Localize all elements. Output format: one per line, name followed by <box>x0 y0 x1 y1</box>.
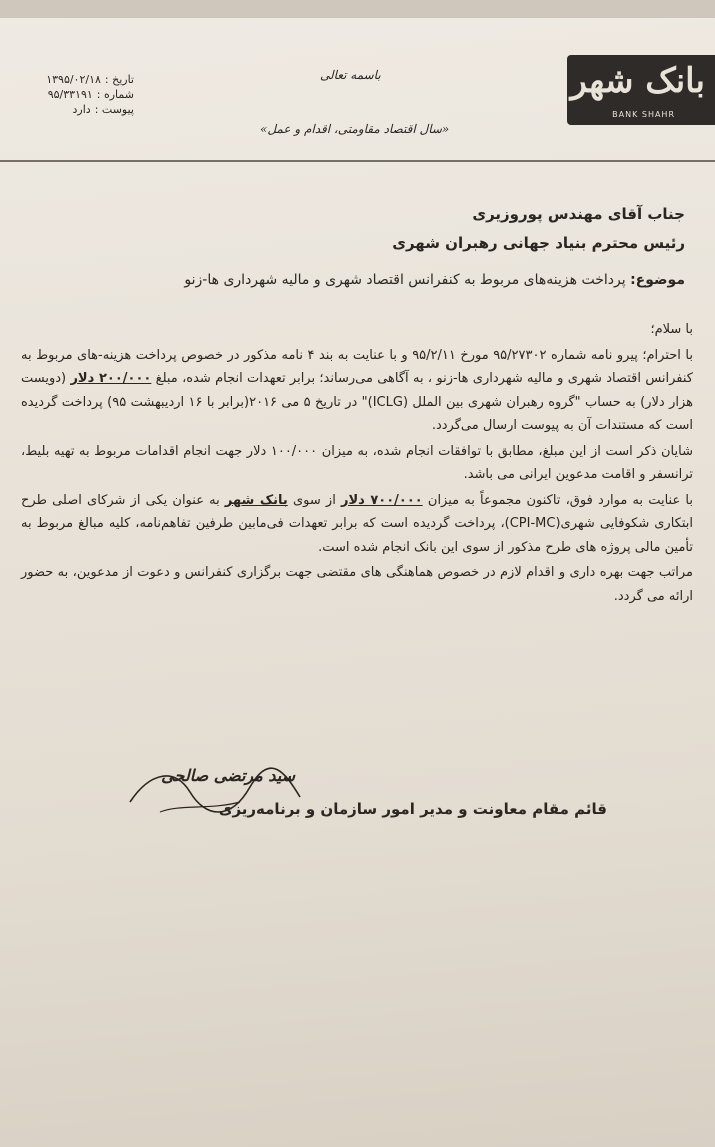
subject-label: موضوع: <box>630 272 685 288</box>
signatory-title: قائم مقام معاونت و مدیر امور سازمان و برنامه‌ریزی <box>218 800 607 818</box>
paragraph-3 <box>21 489 693 560</box>
bank-name: بانک شهر <box>224 492 288 508</box>
handwritten-signature <box>120 752 310 832</box>
attachment-label: پیوست : <box>94 103 134 116</box>
subject-line <box>45 272 685 288</box>
letter-body <box>21 318 693 610</box>
bismillah: باسمه تعالی <box>320 68 381 82</box>
attachment-row <box>14 102 134 117</box>
date-row <box>14 72 134 87</box>
recipient-title: رئیس محترم بنیاد جهانی رهبران شهری <box>392 234 685 252</box>
paragraph-3-part-c: به عنوان یکی از شرکای اصلی طرح ابتکاری شکوفایی شهری(CPI-MC)، پرداخت گردیده است که برابر تعهدات فی‌مابین طرفین تفاهم‌نامه، کلیه مبالغ مربوط به تأمین مالی پروژه های طرح مذکور از سوی این بانک انجام شده است. <box>21 492 694 555</box>
paragraph-1-part-a: با احترام؛ پیرو نامه شماره ۹۵/۲۷۳۰۲ مورخ ۹۵/۲/۱۱ و با عنایت به بند ۴ نامه مذکور در خصوص پرداخت هزینه-های مربوط به کنفرانس اقتصاد شهری و مالیه شهرداری ها-زنو ، به آگاهی می‌رساند؛ برابر تعهدات انجام شده، مبلغ <box>21 347 693 386</box>
paragraph-2: شایان ذکر است از این مبلغ، مطابق با توافقات انجام شده، به میزان ۱۰۰/۰۰۰ دلار جهت انجام اقدامات مربوط به تهیه بلیط، ترانسفر و اقامت مدعوین ایرانی می باشد. <box>21 443 693 482</box>
header-divider <box>0 160 715 162</box>
page-top-edge <box>0 0 715 18</box>
number-value: ۹۵/۳۳۱۹۱ <box>47 88 93 101</box>
bank-shahr-logo <box>567 55 715 125</box>
date-label: تاریخ : <box>104 73 134 86</box>
number-label: شماره : <box>96 88 134 101</box>
paragraph-3-part-b: از سوی <box>292 492 336 508</box>
amount-700000: ۷۰۰/۰۰۰ دلار <box>340 492 423 508</box>
logo-text: بانک شهر <box>570 61 705 101</box>
paragraph-1-part-b: (دویست هزار دلار) به حساب "گروه رهبران شهری بین الملل (ICLG)" در تاریخ ۵ می ۲۰۱۶(برابر با ۱۶ اردیبهشت ۹۵) پرداخت گردیده است که مستندات آن به پیوست ارسال می‌گردد. <box>21 371 694 433</box>
year-motto: «سال اقتصاد مقاومتی، اقدام و عمل» <box>260 122 450 136</box>
logo-subtext: BANK SHAHR <box>612 110 675 119</box>
signatory-name: سید مرتضی صالحی <box>161 766 295 785</box>
subject-text: پرداخت هزینه‌های مربوط به کنفرانس اقتصاد شهری و مالیه شهرداری ها-زنو <box>184 272 626 288</box>
date-value: ۱۳۹۵/۰۲/۱۸ <box>46 73 101 86</box>
recipient-block <box>392 200 685 258</box>
letter-meta <box>14 72 134 117</box>
recipient-name: جناب آقای مهندس پوروزیری <box>472 205 685 223</box>
paragraph-1 <box>21 344 693 438</box>
number-row <box>14 87 134 102</box>
paragraph-4: مراتب جهت بهره داری و اقدام لازم در خصوص هماهنگی های مقتضی جهت برگزاری کنفرانس و دعوت از مدعوین، به حضور ارائه می گردد. <box>21 565 693 604</box>
greeting: با سلام؛ <box>650 322 693 337</box>
paragraph-3-part-a: با عنایت به موارد فوق، تاکنون مجموعاً به میزان <box>427 492 693 508</box>
attachment-value: دارد <box>72 103 91 116</box>
amount-200000: ۲۰۰/۰۰۰ دلار <box>70 371 152 386</box>
